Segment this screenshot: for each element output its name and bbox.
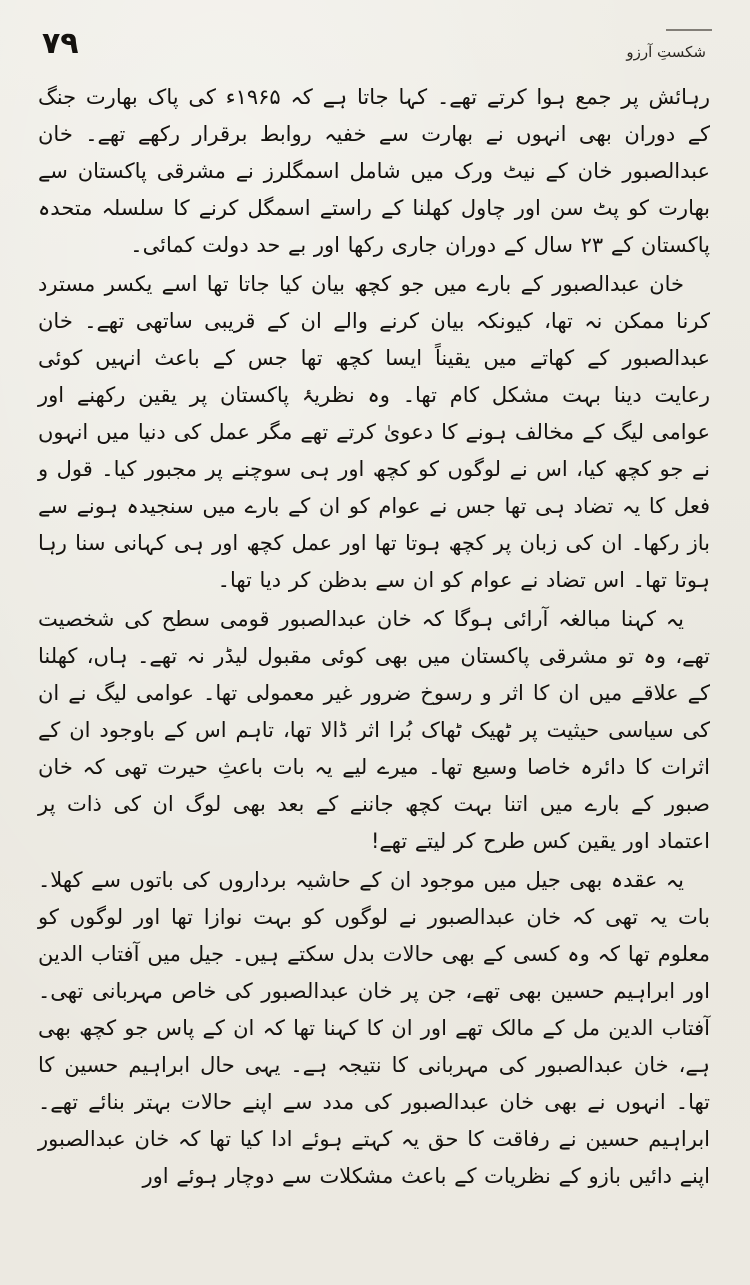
paragraph-1: رہائش پر جمع ہوا کرتے تھے۔ کہا جاتا ہے کہ ۱۹۶۵ء کی پاک بھارت جنگ کے دوران بھی انہوں نے بھارت سے خفیہ روابط برقرار رکھے تھے۔ خان عبدالصبور خان کے نیٹ ورک میں شامل اسمگلرز نے مشرقی پاکستان سے بھارت کو پٹ سن اور چاول کھلنا کے راستے اسمگل کرنے کا سلسلہ متحدہ پاکستان کے ۲۳ سال کے دوران جاری رکھا اور بے حد دولت کمائی۔ xyxy=(38,85,711,257)
body-text xyxy=(38,79,710,1195)
page-number: ۷۹ xyxy=(42,26,79,61)
paragraph-2: خان عبدالصبور کے بارے میں جو کچھ بیان کیا جاتا تھا اسے یکسر مسترد کرنا ممکن نہ تھا، کیونکہ بیان کرنے والے ان کے قریبی ساتھی تھے۔ خان عبدالصبور کے کھاتے میں یقیناً ایسا کچھ تھا جس کے باعث انہیں کوئی رعایت دینا بہت مشکل کام تھا۔ وہ نظریۂ پاکستان پر یقین رکھنے اور عوامی لیگ کے مخالف ہونے کا دعویٰ کرتے تھے مگر عمل کی دنیا میں انہوں نے جو کچھ کیا، اس نے لوگوں کو کچھ اور ہی سوچنے پر مجبور کیا۔ قول و فعل کا یہ تضاد ہی تھا جس نے عوام کو ان کے بارے میں سنجیدہ ہونے سے باز رکھا۔ ان کی زبان پر کچھ ہوتا تھا اور عمل کچھ اور ہی کہانی سنا رہا ہوتا تھا۔ اس تضاد نے عوام کو ان سے بدظن کر دیا تھا۔ xyxy=(38,272,710,592)
paragraph-3: یہ کہنا مبالغہ آرائی ہوگا کہ خان عبدالصبور قومی سطح کی شخصیت تھے، وہ تو مشرقی پاکستان میں بھی کوئی مقبول لیڈر نہ تھے۔ ہاں، کھلنا کے علاقے میں ان کا اثر و رسوخ ضرور غیر معمولی تھا۔ عوامی لیگ نے ان کی سیاسی حیثیت پر ٹھیک ٹھاک بُرا اثر ڈالا تھا، تاہم اس کے باوجود ان کے اثرات کا دائرہ خاصا وسیع تھا۔ میرے لیے یہ بات باعثِ حیرت تھی کہ خان صبور کے بارے میں اتنا بہت کچھ جاننے کے بعد بھی لوگ ان کی ذات پر اعتماد اور یقین کس طرح کر لیتے تھے! xyxy=(38,607,710,853)
running-title: شکستِ آرزو xyxy=(626,37,706,61)
paragraph-4: یہ عقدہ بھی جیل میں موجود ان کے حاشیہ برداروں کی باتوں سے کھلا۔ بات یہ تھی کہ خان عبدالصبور نے لوگوں کو بہت نوازا تھا اور لوگوں کو معلوم تھا کہ وہ کسی کے بھی حالات بدل سکتے ہیں۔ جیل میں آفتاب الدین اور ابراہیم حسین بھی تھے، جن پر خان عبدالصبور کی خاص مہربانی تھی۔ آفتاب الدین مل کے مالک تھے اور ان کا کہنا تھا کہ ان کے پاس جو کچھ بھی ہے، خان عبدالصبور کی مہربانی کا نتیجہ ہے۔ یہی حال ابراہیم حسین کا تھا۔ انہوں نے بھی خان عبدالصبور کی مدد سے اپنے حالات بہتر بنائے تھے۔ ابراہیم حسین نے رفاقت کا حق یہ کہتے ہوئے ادا کیا تھا کہ خان عبدالصبور اپنے دائیں بازو کے نظریات کے باعث مشکلات سے دوچار ہوئے اور xyxy=(38,868,710,1188)
page-header xyxy=(38,26,710,61)
